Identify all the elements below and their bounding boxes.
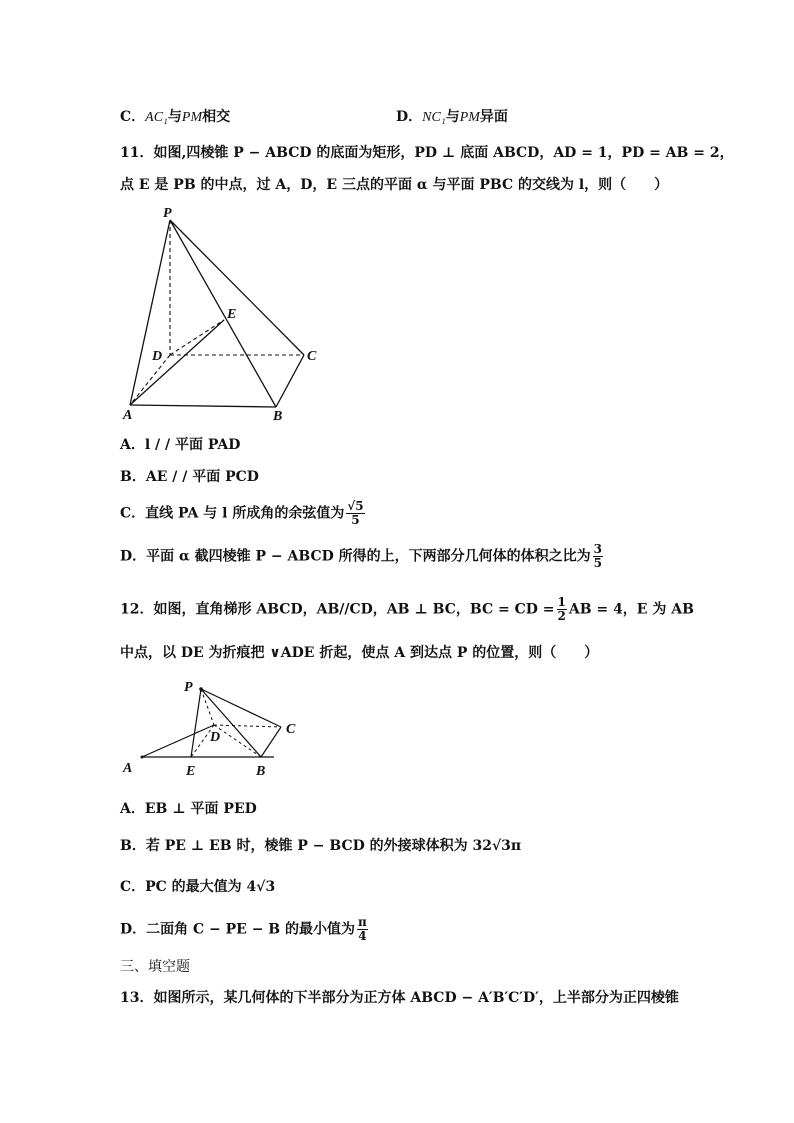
q12-option-b: B．若 PE ⊥ EB 时，棱锥 P − BCD 的外接球体积为 32√3π (120, 838, 522, 854)
q12-option-a: A．EB ⊥ 平面 PED (120, 801, 257, 817)
edge-pb (201, 689, 261, 757)
q11-stem-line1: 11．如图,四棱锥 P − ABCD 的底面为矩形，PD ⊥ 底面 ABCD，AD = 1，PD = AB = 2， (120, 145, 734, 161)
q11-option-c: C．直线 PA 与 l 所成角的余弦值为 $\frac{√5}{5}$ (120, 499, 364, 527)
label-a: A (123, 761, 133, 776)
edge-bc (276, 355, 304, 407)
edge-pc (201, 689, 281, 727)
point-p (199, 687, 203, 691)
label-b: B (273, 409, 283, 422)
edge-pa (130, 220, 170, 405)
q11-stem-line2: 点 E 是 PB 的中点，过 A，D，E 三点的平面 α 与平面 PBC 的交线为 l，则（ ） (120, 177, 669, 193)
label-d: D (152, 349, 163, 364)
label-c: C (307, 349, 317, 364)
edge-de-hidden (170, 320, 224, 355)
section-title-fill-in: 三、填空题 (120, 959, 190, 975)
label-e: E (227, 307, 237, 322)
q10-option-c: C．AC₁与PM相交 (120, 109, 231, 125)
q10-option-d: D．NC₁与PM异面 (396, 109, 508, 125)
edge-pe (191, 689, 201, 757)
q11-pyramid-figure (118, 202, 338, 422)
edge-pc (170, 220, 304, 355)
edge-dc-hidden (214, 725, 281, 727)
q11-option-b: B．AE / / 平面 PCD (120, 469, 259, 485)
point-a (141, 756, 144, 759)
label-p: P (163, 206, 172, 221)
edge-ae (130, 320, 224, 405)
label-a: A (123, 408, 133, 422)
q12-stem-line2: 中点，以 DE 为折痕把 ∨ADE 折起，使点 A 到达点 P 的位置，则（ ） (120, 645, 599, 661)
label-c: C (286, 722, 296, 737)
q13-stem-line1: 13．如图所示，某几何体的下半部分为正方体 ABCD − A′B′C′D′，上半部分为正四棱锥 (120, 990, 679, 1006)
q12-trapezoid-figure (118, 675, 318, 785)
q12-option-d: D．二面角 C − PE − B 的最小值为 $\frac{\pi}{4}$ (120, 915, 367, 943)
label-p: P (184, 680, 193, 695)
label-e: E (186, 764, 196, 779)
q11-option-a: A．l / / 平面 PAD (120, 437, 241, 453)
edge-ad (142, 725, 214, 757)
q11-option-d: D．平面 α 截四棱锥 P − ABCD 所得的上，下两部分几何体的体积之比为 $\frac{3}{5}$ (120, 542, 603, 570)
edge-pb (170, 220, 276, 407)
q12-stem-line1: 12．如图，直角梯形 ABCD，AB//CD，AB ⊥ BC，BC = CD = $\frac{1}{2}$ AB = 4，E 为 AB (120, 595, 694, 623)
label-b: B (256, 764, 266, 779)
q12-option-c: C．PC 的最大值为 4√3 (120, 879, 276, 895)
label-d: D (210, 730, 221, 745)
edge-ab (130, 405, 276, 407)
edge-bc (261, 727, 281, 757)
